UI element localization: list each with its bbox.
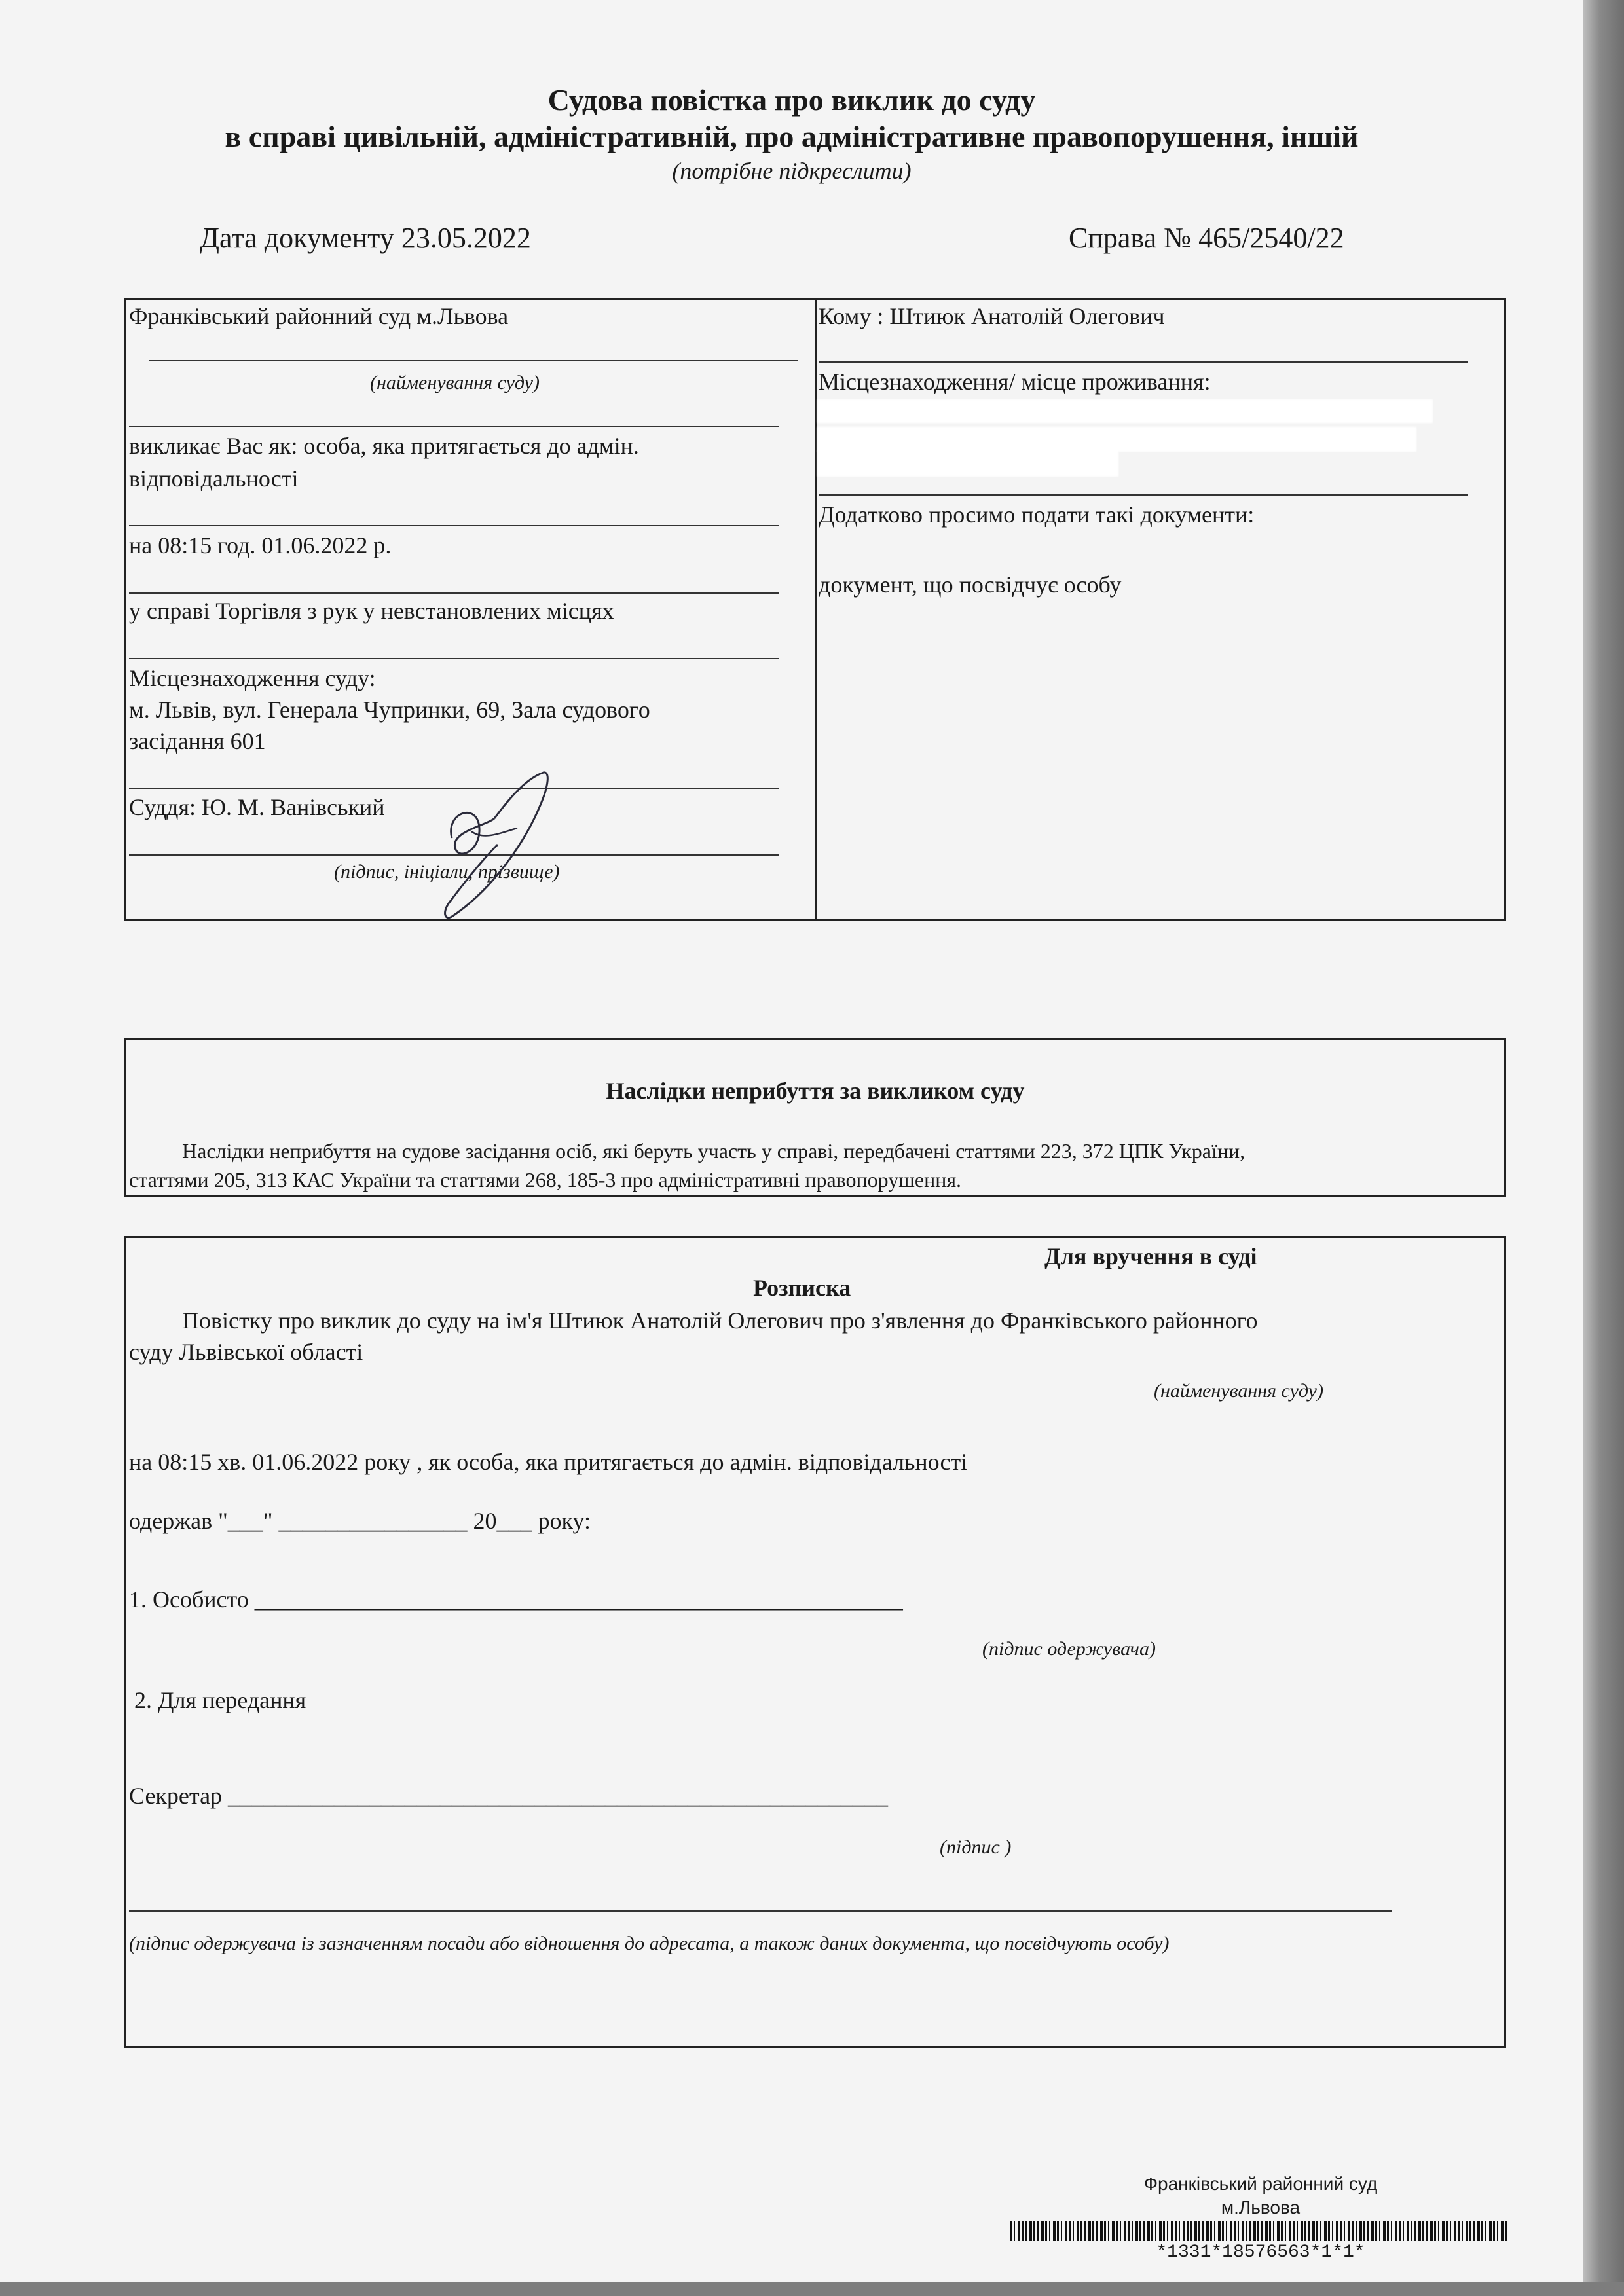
divider <box>129 592 779 594</box>
divider <box>819 361 1468 363</box>
redacted-address-line-1 <box>817 399 1433 423</box>
court-location-label: Місцезнаходження суду: <box>129 665 376 691</box>
received-date-line: одержав "___" ________________ 20___ року: <box>129 1508 591 1534</box>
consequences-title: Наслідки неприбуття за викликом суду <box>606 1078 1025 1104</box>
barcode <box>1010 2221 1507 2241</box>
recipient-signature-caption: (підпис одержувача) <box>982 1638 1156 1660</box>
case-number: Справа № 465/2540/22 <box>1069 222 1344 254</box>
divider <box>129 1910 1392 1912</box>
receipt-line-1: Повістку про виклик до суду на ім'я Штиюк Анатолій Олегович про з'явлення до Франківського районного <box>182 1307 1258 1334</box>
signature-caption: (підпис, ініціали, прізвище) <box>334 861 560 883</box>
for-court-label: Для вручення в суді <box>1044 1243 1257 1269</box>
divider <box>129 658 779 659</box>
title-line-1: Судова повістка про виклик до суду <box>547 83 1036 117</box>
scan-edge-bottom <box>0 2282 1624 2296</box>
judge-name: Суддя: Ю. М. Ванівський <box>129 794 385 820</box>
secretary-signature-line: Секретар ________________________________________________________ <box>129 1783 889 1809</box>
stamp-court-line-2: м.Львова <box>1221 2197 1301 2217</box>
divider <box>129 426 779 427</box>
divider <box>149 360 798 361</box>
judge-signature <box>432 766 563 923</box>
consequences-line-1: Наслідки неприбуття на судове засідання осіб, які беруть участь у справі, передбачені статтями 223, 372 ЦПК України, <box>182 1139 1246 1163</box>
documents-value: документ, що посвідчує особу <box>819 572 1122 598</box>
recipient-name: Кому : Штиюк Анатолій Олегович <box>819 303 1165 329</box>
document-date: Дата документу 23.05.2022 <box>200 222 531 254</box>
documents-label: Додатково просимо подати такі документи: <box>819 501 1255 528</box>
redacted-address-line-2 <box>817 427 1416 452</box>
column-divider <box>815 298 817 921</box>
receipt-time-line: на 08:15 хв. 01.06.2022 року , як особа, яка притягається до адмін. відповідальності <box>129 1449 968 1475</box>
receipt-line-2: суду Львівської області <box>129 1339 363 1365</box>
address-label: Місцезнаходження/ місце проживання: <box>819 369 1211 395</box>
for-transfer-label: 2. Для передання <box>134 1687 306 1713</box>
court-location-line-2: засідання 601 <box>129 728 266 754</box>
receipt-court-caption: (найменування суду) <box>1154 1380 1323 1402</box>
receipt-footer-caption: (підпис одержувача із зазначенням посади або відношення до адресата, а також даних документа, що посвідчують особу) <box>129 1933 1170 1954</box>
personally-signature-line: 1. Особисто _______________________________________________________ <box>129 1586 903 1613</box>
case-subject: у справі Торгівля з рук у невстановлених місцях <box>129 598 614 624</box>
secretary-signature-caption: (підпис ) <box>940 1836 1012 1858</box>
stamp-court-line-1: Франківський районний суд <box>1143 2174 1378 2194</box>
receipt-title: Розписка <box>753 1275 851 1301</box>
summoned-as: викликає Вас як: особа, яка притягається до адмін. <box>129 433 639 459</box>
title-note: (потрібне підкреслити) <box>672 158 912 184</box>
scan-edge-right <box>1583 0 1624 2296</box>
divider <box>129 525 779 526</box>
hearing-time: на 08:15 год. 01.06.2022 р. <box>129 532 392 558</box>
court-name-caption: (найменування суду) <box>370 372 540 393</box>
summoned-as-continued: відповідальності <box>129 465 299 492</box>
barcode-text: *1331*18576563*1*1* <box>1156 2242 1365 2263</box>
divider <box>819 494 1468 496</box>
redacted-address-line-3 <box>817 450 1118 477</box>
title-line-2: в справі цивільній, адміністративній, про адміністративне правопорушення, іншій <box>225 120 1359 153</box>
court-name: Франківський районний суд м.Львова <box>129 303 509 329</box>
consequences-line-2: статтями 205, 313 КАС України та статтями 268, 185-3 про адміністративні правопорушення. <box>129 1168 962 1192</box>
court-location-line-1: м. Львів, вул. Генерала Чупринки, 69, Зала судового <box>129 697 650 723</box>
